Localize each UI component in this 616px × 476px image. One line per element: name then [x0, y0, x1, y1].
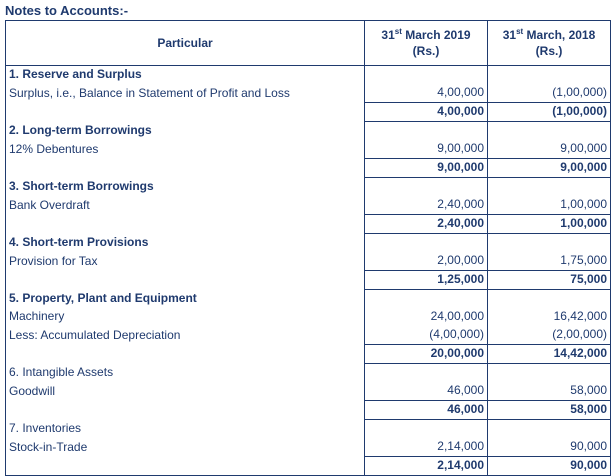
note-heading: 7. Inventories [6, 420, 365, 439]
item-value-2019: 2,14,000 [365, 438, 488, 457]
empty-cell [6, 215, 365, 234]
note-heading: 5. Property, Plant and Equipment [6, 290, 365, 309]
total-value-2018: 9,00,000 [488, 159, 611, 178]
note-heading: 4. Short-term Provisions [6, 234, 365, 253]
item-label: Surplus, i.e., Balance in Statement of Profit and Loss [6, 84, 365, 103]
item-value-2019: 9,00,000 [365, 140, 488, 159]
empty-cell [488, 420, 611, 439]
header-row [6, 21, 611, 66]
year-2019-day: 31 [381, 28, 395, 42]
total-value-2018: 90,000 [488, 457, 611, 476]
item-value-2018: 9,00,000 [488, 140, 611, 159]
note-heading: 2. Long-term Borrowings [6, 122, 365, 141]
total-value-2018: 58,000 [488, 401, 611, 420]
empty-cell [488, 178, 611, 197]
note-heading-row [6, 66, 611, 85]
empty-cell [488, 290, 611, 309]
note-total-row [6, 159, 611, 178]
empty-cell [365, 290, 488, 309]
total-value-2018: (1,00,000) [488, 103, 611, 122]
empty-cell [365, 66, 488, 85]
empty-cell [6, 271, 365, 290]
item-label: Machinery [6, 308, 365, 326]
total-value-2018: 14,42,000 [488, 345, 611, 364]
total-value-2019: 9,00,000 [365, 159, 488, 178]
item-value-2018: 1,00,000 [488, 196, 611, 215]
empty-cell [6, 457, 365, 476]
item-value-2019: 46,000 [365, 382, 488, 401]
total-value-2019: 4,00,000 [365, 103, 488, 122]
empty-cell [6, 159, 365, 178]
item-value-2018: 90,000 [488, 438, 611, 457]
note-heading-row [6, 122, 611, 141]
item-label: Provision for Tax [6, 252, 365, 271]
note-item-row [6, 308, 611, 326]
note-total-row [6, 103, 611, 122]
item-label: Goodwill [6, 382, 365, 401]
item-label: Stock-in-Trade [6, 438, 365, 457]
total-value-2019: 2,40,000 [365, 215, 488, 234]
note-heading: 1. Reserve and Surplus [6, 66, 365, 85]
note-item-row [6, 84, 611, 103]
empty-cell [488, 66, 611, 85]
notes-body [6, 66, 611, 476]
year-2018-header [488, 21, 611, 66]
year-2019-unit: (Rs.) [412, 44, 440, 58]
note-heading-row [6, 364, 611, 383]
note-heading-row [6, 234, 611, 253]
empty-cell [488, 364, 611, 383]
year-2018-unit: (Rs.) [535, 44, 563, 58]
particular-header: Particular [6, 21, 365, 66]
note-total-row [6, 271, 611, 290]
empty-cell [6, 401, 365, 420]
note-item-row [6, 196, 611, 215]
item-value-2019: 4,00,000 [365, 84, 488, 103]
note-heading-row [6, 420, 611, 439]
note-item-row [6, 438, 611, 457]
empty-cell [365, 420, 488, 439]
empty-cell [365, 122, 488, 141]
total-value-2019: 1,25,000 [365, 271, 488, 290]
item-label: Bank Overdraft [6, 196, 365, 215]
total-value-2019: 2,14,000 [365, 457, 488, 476]
empty-cell [365, 364, 488, 383]
total-value-2018: 1,00,000 [488, 215, 611, 234]
note-item-row [6, 140, 611, 159]
note-total-row [6, 215, 611, 234]
item-value-2019: 2,00,000 [365, 252, 488, 271]
year-2018-day: 31 [502, 28, 517, 42]
note-item-row [6, 382, 611, 401]
item-value-2018: 58,000 [488, 382, 611, 401]
empty-cell [488, 234, 611, 253]
note-heading-row [6, 290, 611, 309]
item-value-2019: (4,00,000) [365, 326, 488, 345]
item-value-2019: 2,40,000 [365, 196, 488, 215]
item-value-2019: 24,00,000 [365, 308, 488, 326]
year-2019-sup: st [394, 27, 402, 36]
year-2019-header [365, 21, 488, 66]
total-value-2019: 46,000 [365, 401, 488, 420]
empty-cell [6, 103, 365, 122]
note-heading: 3. Short-term Borrowings [6, 178, 365, 197]
total-value-2019: 20,00,000 [365, 345, 488, 364]
year-2018-rest: March, 2018 [523, 28, 596, 42]
year-2019-rest: March 2019 [401, 28, 471, 42]
item-value-2018: (1,00,000) [488, 84, 611, 103]
note-total-row [6, 345, 611, 364]
item-label: Less: Accumulated Depreciation [6, 326, 365, 345]
note-heading-row [6, 178, 611, 197]
note-total-row [6, 401, 611, 420]
item-label: 12% Debentures [6, 140, 365, 159]
year-2018-sup: st [516, 27, 524, 36]
notes-table [5, 20, 611, 476]
empty-cell [6, 345, 365, 364]
note-heading: 6. Intangible Assets [6, 364, 365, 383]
empty-cell [488, 122, 611, 141]
note-item-row [6, 252, 611, 271]
note-item-row [6, 326, 611, 345]
empty-cell [365, 178, 488, 197]
note-total-row [6, 457, 611, 476]
item-value-2018: (2,00,000) [488, 326, 611, 345]
page-title: Notes to Accounts:- [5, 3, 129, 18]
total-value-2018: 75,000 [488, 271, 611, 290]
item-value-2018: 16,42,000 [488, 308, 611, 326]
empty-cell [365, 234, 488, 253]
item-value-2018: 1,75,000 [488, 252, 611, 271]
